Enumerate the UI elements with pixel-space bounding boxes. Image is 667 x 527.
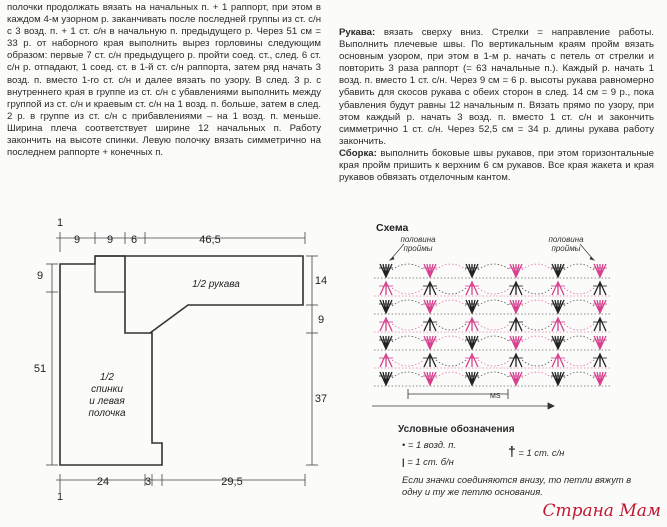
chain-arc [392,372,424,378]
dc-group-symbol [380,354,392,367]
dim-top-46-5: 46,5 [199,234,221,246]
legend-note: Если значки соединяются внизу, то петли вяжут в одну и ту же петлю основания. [402,474,632,497]
chain-arc [436,288,466,294]
chain-arc [478,300,510,306]
dc-group-symbol [510,318,522,331]
body-label-line4: полочка [88,408,126,419]
chain-arc [522,372,552,378]
dc-group-symbol [594,264,606,277]
chain-arc [436,264,466,270]
dc-group-symbol [552,264,564,277]
chain-arc [478,324,510,330]
legend-sc: | = 1 ст. б/н [402,456,454,467]
chain-arc [564,264,594,270]
chain-arc [392,336,424,342]
dc-group-symbol [552,354,564,367]
front-instructions-text: полочки продолжать вязать на начальных п. + 1 раппорт, при этом в каждом 4-м узорном р. заканчивать после последней группы из ст. с/н с 3 возд. п. + 1 ст. с/н в начальную п. предыдущего р. Через 51 см = 33 р. от наборного края выполнить вырез горловины следующим образом: первые 7 ст. с/н предыдущего р. пройти соед. ст., след. 6 ст. с/н р. отпадают, 1 соед. ст. в 1-й ст. с/н раппорта, затем ряд начать 3 возд. п. вместо 1-го ст. с/н и далее вязать по узору. В след. 3 р. с внутреннего края в группе из ст. с/н с убавлениями выполнить между группой из ст. с/н и краевым ст. с/н на 1 возд. п. больше, затем в след. 2 р. в группе из ст. с/н с прибавлениями – на 1 возд. п. меньше. Ширина плеча соответствует ширине 12 начальных п. Работу закончить на высоте спинки. Левую полочку вязать симметрично на последнем раппорте + конечных п. [7,2,321,159]
watermark-logo: Страна Мам [542,501,661,521]
dc-group-symbol [424,318,436,331]
chain-arc [392,324,424,330]
dc-group-symbol [552,336,564,349]
chart-rows [374,264,612,386]
chain-arc [436,300,466,306]
dc-group-symbol [380,282,392,295]
dc-group-symbol [424,372,436,385]
legend-dc: † = 1 ст. с/н [508,443,565,459]
dim-bottom-29-5: 29,5 [221,476,243,488]
chain-arc [564,324,594,330]
chain-arc [436,324,466,330]
chain-arc [522,360,552,366]
chain-arc [478,336,510,342]
dc-group-symbol [380,336,392,349]
dc-group-symbol [552,318,564,331]
sleeve-outline [95,256,303,333]
dc-group-symbol [424,336,436,349]
dim-right-37: 37 [314,393,328,405]
stitch-chart [368,218,618,416]
dc-group-symbol [510,372,522,385]
dc-group-symbol [594,318,606,331]
dc-group-symbol [552,300,564,313]
dc-group-symbol [510,282,522,295]
chain-arc [564,336,594,342]
chain-arc [522,336,552,342]
body-label-line2: спинки [91,384,123,395]
dim-bottom-24: 24 [96,476,110,488]
pattern-schematic [0,212,345,527]
chart-title: Схема [376,222,409,234]
chain-arc [564,288,594,294]
chain-arc [436,360,466,366]
dc-group-symbol [380,318,392,331]
dim-bottom-3: 3 [144,476,152,488]
dc-group-symbol [510,354,522,367]
chain-arc [392,360,424,366]
sleeves-heading: Рукава: [339,27,376,38]
dc-group-symbol [466,354,478,367]
chain-arc [522,300,552,306]
sc-icon: | [402,456,405,467]
dc-icon: † [508,443,516,459]
assembly-text: выполнить боковые швы рукавов, при этом горизонтальные края пройм пришить к верхним 6 см рукавов. Все края жакета и края рукавов обвязать отделочным кантом. [339,147,654,184]
dc-group-symbol [424,282,436,295]
chain-arc [522,324,552,330]
dc-group-symbol [510,300,522,313]
chain-arc [522,288,552,294]
dc-group-symbol [466,336,478,349]
dc-group-symbol [594,372,606,385]
dim-top-9b: 9 [106,234,114,246]
dim-top-9a: 9 [73,234,81,246]
dc-group-symbol [594,354,606,367]
assembly-heading: Сборка: [339,147,377,159]
chain-arc [564,300,594,306]
body-label-line1: 1/2 [100,372,114,383]
dc-group-symbol [552,282,564,295]
dc-group-symbol [424,300,436,313]
schematic-outline [60,256,162,465]
armhole-left-line2: проймы [403,244,433,253]
dim-top-1: 1 [56,217,64,229]
dc-group-symbol [552,372,564,385]
chain-arc [564,372,594,378]
armhole-left-line1: половина [400,235,436,244]
chain-arc [478,372,510,378]
dim-left-51: 51 [33,363,47,375]
chain-arc [478,288,510,294]
dc-group-symbol [594,336,606,349]
dc-group-symbol [466,318,478,331]
armhole-right-line2: проймы [551,244,581,253]
dc-group-symbol [510,336,522,349]
dc-group-symbol [424,354,436,367]
dim-right-9: 9 [317,314,325,326]
repeat-label: MS [490,393,501,400]
chain-arc [436,336,466,342]
armhole-right-line1: половина [548,235,584,244]
dc-group-symbol [380,372,392,385]
dc-group-symbol [466,282,478,295]
dc-group-symbol [466,372,478,385]
dim-bottom-1: 1 [56,491,64,503]
chain-arc [392,264,424,270]
chain-arc [564,360,594,366]
sleeves-text: вязать сверху вниз. Стрелки = направление работы. Выполнить плечевые швы. По вертикальным краям пройм вязать основным узором, при этом в 1-м р. начать с петель от стрелки и повторить 3 раза раппорт (= 63 начальные п.). Каждый р. начать 1 возд. п. вместо 1 ст. с/н. Через 9 см = 6 р. высоты рукава равномерно убавить для скосов рукава с обеих сторон в след. 14 см = 9 р., пока убавления будут равны 12 начальным п. Вязать прямо по узору, при этом каждый р. начать 3 возд. п. вместо 1 ст. с/н и закончить симметрично 1 ст. с/н. Через 52,5 см = 34 р. длины рукава работу закончить. [339,27,654,147]
dc-group-symbol [466,264,478,277]
chain-arc [392,300,424,306]
dim-left-9: 9 [36,270,44,282]
legend-title: Условные обозначения [398,424,515,435]
dc-group-symbol [510,264,522,277]
chain-arc [478,264,510,270]
chain-icon: • [402,439,406,450]
chain-arc [436,372,466,378]
dc-group-symbol [380,264,392,277]
sleeve-label: 1/2 рукава [192,279,240,290]
legend-chain: • = 1 возд. п. [402,439,457,450]
chain-arc [392,288,424,294]
dim-top-6: 6 [130,234,138,246]
dc-group-symbol [594,282,606,295]
chain-arc [478,360,510,366]
dc-group-symbol [380,300,392,313]
instructions-right-column [339,27,654,184]
dc-group-symbol [594,300,606,313]
dc-group-symbol [424,264,436,277]
instructions-left-column [7,2,321,159]
body-label-line3: и левая [89,396,125,407]
dim-right-14: 14 [314,275,328,287]
dc-group-symbol [466,300,478,313]
chain-arc [522,264,552,270]
